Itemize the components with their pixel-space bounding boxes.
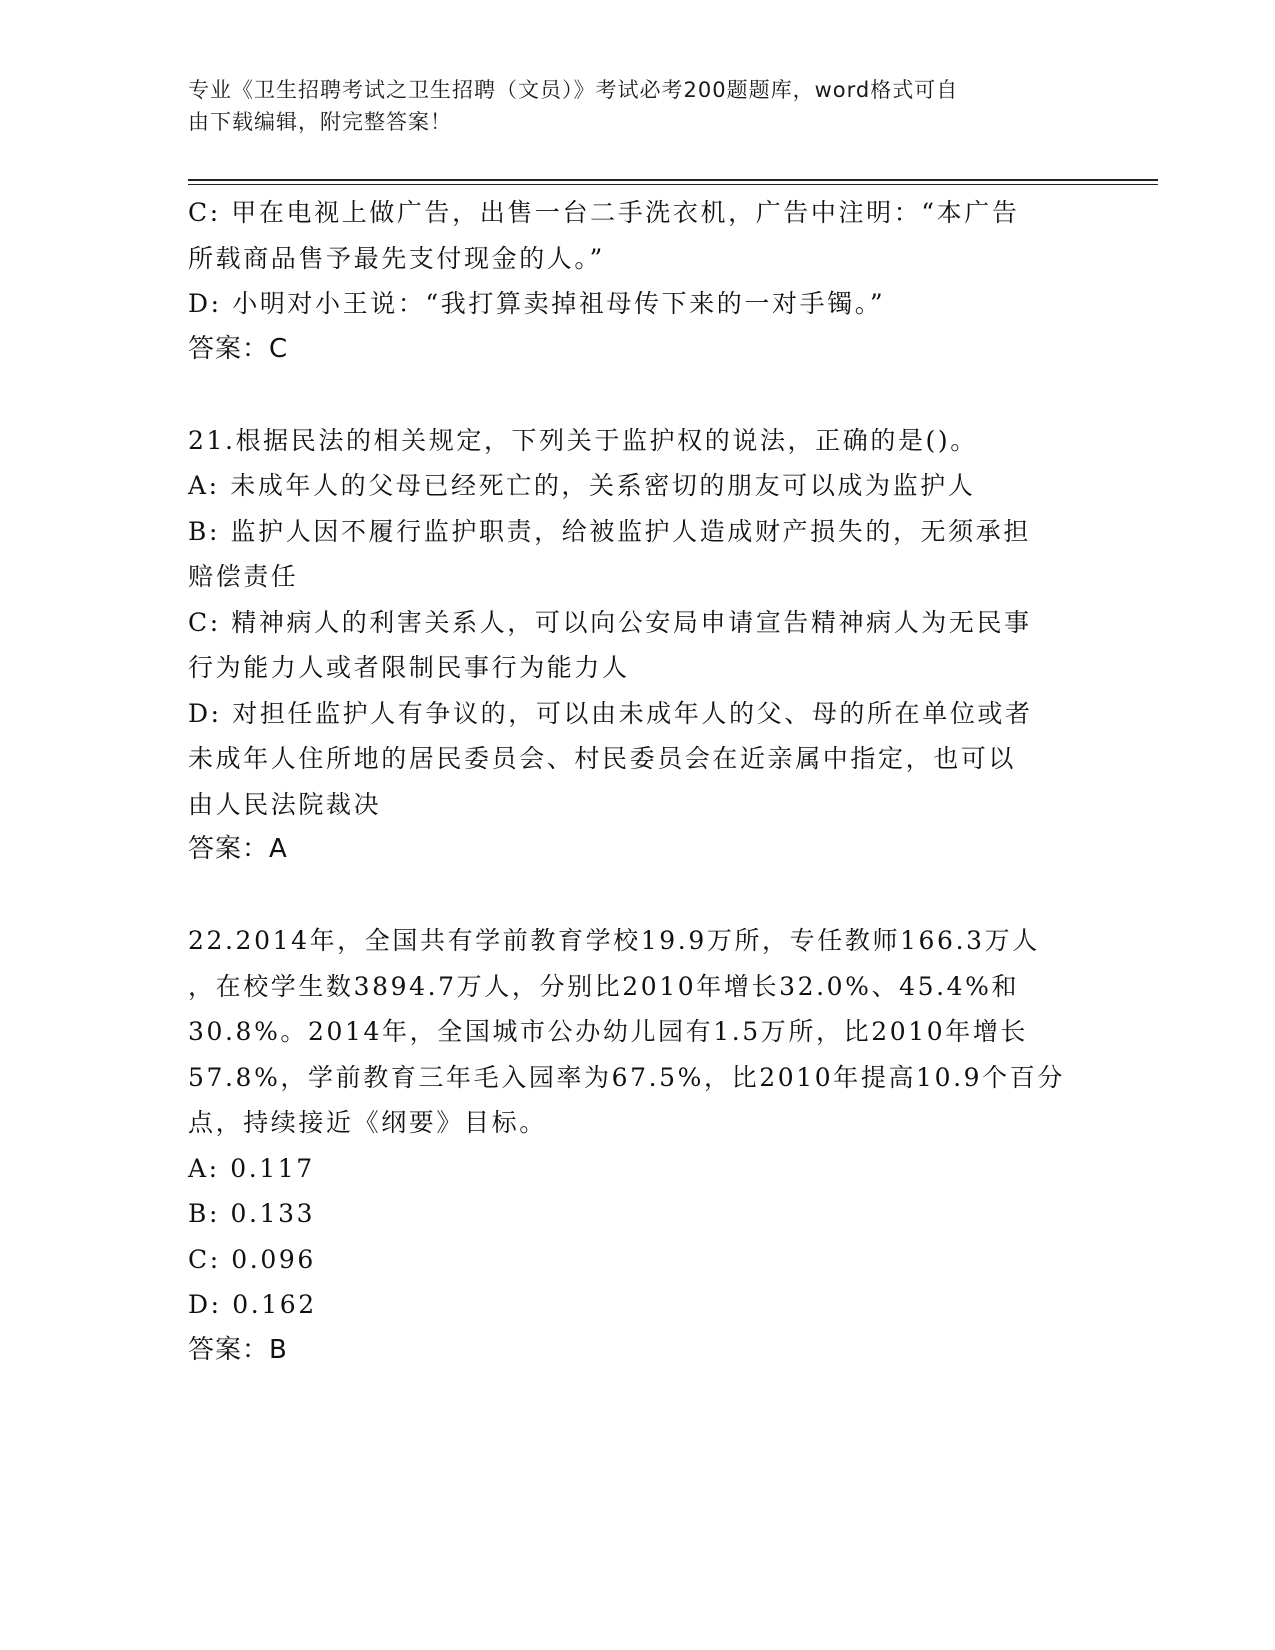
q22-option-c: C: 0.096 bbox=[188, 1244, 316, 1274]
prev-option-c-line-1: C: 甲在电视上做广告，出售一台二手洗衣机，广告中注明：“本广告 bbox=[188, 198, 1020, 227]
q21-option-d-line-1: D: 对担任监护人有争议的，可以由未成年人的父、母的所在单位或者 bbox=[188, 698, 1033, 728]
q21-option-d-line-2: 未成年人住所地的居民委员会、村民委员会在近亲属中指定，也可以 bbox=[188, 744, 1017, 773]
q21-option-b-line-1: B: 监护人因不履行监护职责，给被监护人造成财产损失的，无须承担 bbox=[188, 516, 1031, 546]
question-21 bbox=[188, 418, 1088, 873]
prev-option-d: D: 小明对小王说：“我打算卖掉祖母传下来的一对手镯。” bbox=[188, 289, 886, 318]
q22-stem-line-3: 30.8%。2014年，全国城市公办幼儿园有1.5万所，比2010年增长 bbox=[188, 1017, 1029, 1046]
q21-option-d-line-3: 由人民法院裁决 bbox=[188, 789, 382, 819]
q22-stem-line-4: 57.8%，学前教育三年毛入园率为67.5%，比2010年提高10.9个百分 bbox=[188, 1062, 1065, 1092]
document-body bbox=[188, 190, 1088, 1373]
header-divider-thick bbox=[188, 179, 1158, 181]
q22-option-d: D: 0.162 bbox=[188, 1290, 317, 1319]
q22-stem-line-2: ，在校学生数3894.7万人，分别比2010年增长32.0%、45.4%和 bbox=[188, 971, 1020, 1001]
q22-option-a: A: 0.117 bbox=[188, 1153, 315, 1183]
q22-stem-line-1: 22.2014年，全国共有学前教育学校19.9万所，专任教师166.3万人 bbox=[188, 926, 1040, 955]
q21-option-a: A: 未成年人的父母已经死亡的，关系密切的朋友可以成为监护人 bbox=[188, 471, 976, 500]
document-header bbox=[188, 74, 1088, 138]
spacer bbox=[188, 873, 1088, 919]
prev-question bbox=[188, 190, 1088, 372]
q21-answer: 答案：A bbox=[188, 834, 288, 864]
q22-answer: 答案：B bbox=[188, 1334, 288, 1365]
q21-stem: 21.根据民法的相关规定，下列关于监护权的说法，正确的是()。 bbox=[188, 425, 978, 455]
header-line-1: 专业《卫生招聘考试之卫生招聘（文员）》考试必考200题题库，word格式可自 bbox=[188, 78, 959, 102]
q21-option-b-line-2: 赔偿责任 bbox=[188, 562, 299, 591]
spacer bbox=[188, 372, 1088, 418]
prev-answer: 答案：C bbox=[188, 333, 289, 364]
q22-stem-line-5: 点，持续接近《纲要》目标。 bbox=[188, 1108, 547, 1137]
header-line-2: 由下载编辑，附完整答案！ bbox=[188, 110, 452, 134]
prev-option-c-line-2: 所载商品售予最先支付现金的人。” bbox=[188, 243, 605, 273]
q22-option-b: B: 0.133 bbox=[188, 1199, 316, 1228]
header-divider-thin bbox=[188, 184, 1158, 185]
question-22 bbox=[188, 918, 1088, 1373]
q21-option-c-line-1: C: 精神病人的利害关系人，可以向公安局申请宣告精神病人为无民事 bbox=[188, 607, 1032, 637]
q21-option-c-line-2: 行为能力人或者限制民事行为能力人 bbox=[188, 653, 630, 682]
